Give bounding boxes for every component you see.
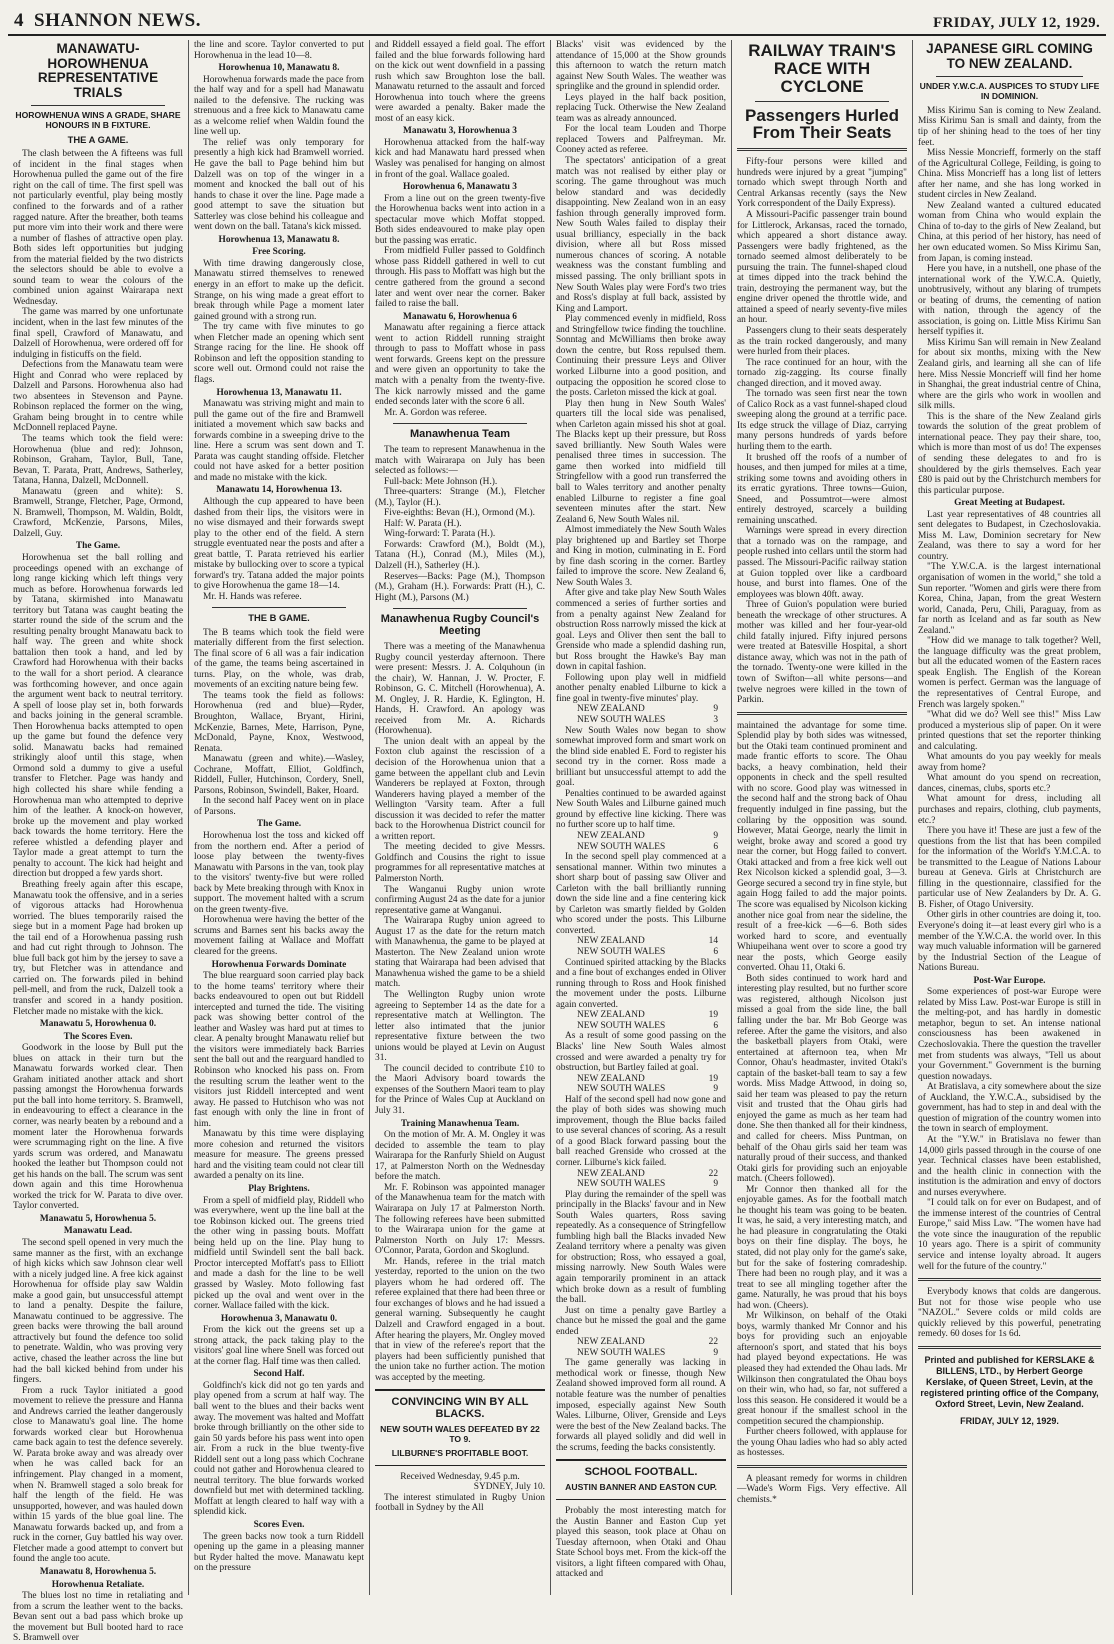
divider [393,608,527,609]
team-score: 9 [713,1347,718,1358]
paragraph: Forwards: Crawford (M.), Boldt (M.), Tatana (H.), Conrad (M.), Miles (M.), Dalzell (H.), Satherley (H.). [375,539,545,572]
paragraph: New Zealand wanted a cultured educated woman from China who would explain the China of to-day to the girls of New Zealand, but China, at this period of her history, has need of her own educated women. So Miss Kirimu San, from Japan, is coming instead. [918,200,1101,264]
team-score: 22 [708,1337,718,1348]
score-row [556,1348,726,1359]
subheading: The Game. [75,541,121,552]
team-name: NEW ZEALAND [577,831,645,842]
subheading: Horowhenua Retaliate. [51,1579,145,1590]
divider [755,101,889,102]
paragraph: The game generally was lacking in methodical work or finesse, though New Zealand showed improved form all round. A notable feature was the number of penalties imposed, especially against New South Wales. Lilburne, Oliver, Grenside and Leys were the best of the New Zealand backs. The forwards all played solidly and did well in the scrums, feeding the backs consistently. [556,1358,726,1453]
article-headline: SCHOOL FOOTBALL. [584,1466,698,1479]
team-score: 14 [708,936,718,947]
paragraph: The tornado was seen first near the town of Calico Rock as a vast funnel-shaped cloud sweeping along the ground at a terrific pace. Its edge struck the village of Diaz, carrying many persons hundreds of yards before hurling them to the earth. [737,389,907,452]
paragraph: Horowhenua forwards made the pace from the half way and for a spell had Manawatu nailed to the defensive. The rucking was strenuous and a free kick to Manawatu came as a welcome relief when Waldin found the line well up. [194,74,364,138]
divider [212,607,346,608]
score-line: Horowhenua 13, Manawatu 8. [218,234,340,245]
article-subhead: LILBURNE'S PROFITABLE BOOT. [391,1447,529,1458]
score-row [556,1337,726,1348]
subheading: The Scores Even. [63,1031,133,1042]
score-line: Manawatu 5, Horowhenua 5. [39,1213,157,1224]
advertisement: Everybody knows that colds are dangerous. But not for those wise people who use "NAZOL." Severe colds or mild colds are quickly relieved by this powerful, penetrating remedy. 60 doses for 1s 6d. [918,1287,1101,1340]
subheading: Great Meeting at Budapest. [954,498,1065,509]
article-subhead: UNDER Y.W.C.A. AUSPICES TO STUDY LIFE IN DOMINION. [919,81,1100,102]
paragraph: Mr Connor then thanked all for the enjoyable games. As for the football match he thought his team was going to be beaten. It was, he said, a very interesting match, and he had pleasure in congratulating the Otaki boys on their fine display. The boys, he stated, did not play only for the game's sake, but for the sake of fostering comradeship. There had been no rough play, and it was a treat to see all mingling together after the game. Naturally, he was proud that his boys had won. (Cheers). [737,1184,907,1311]
paragraph: From a ruck Taylor initiated a good movement to relieve the pressure and Hanna and Andrews carried the leather dangerously close to Manawatu's goal line. The home forwards worked clear but Horowhenua came back again to test the defence severely. W. Parata broke away and was already over when he was called back for an infringement. Play changed in a moment, when N. Bramwell staged a solo break for half the length of the field. He was unsupported, however, and was hauled down within 15 yards of the blue goal line. The Manawatu forwards backed up, and from a ruck in the corner, Guy battled his way over. Fletcher made a good attempt to convert but found the angle too acute. [13,1385,183,1565]
article-subhead: NEW SOUTH WALES DEFEATED BY 22 TO 9. [380,1424,540,1444]
team-score: 9 [713,831,718,842]
paragraph: Some experiences of post-war Europe were related by Miss Law. Post-war Europe is still in the melting-pot, and has hardly in domestic metaphor, begun to set. An intense national consciousness has been awakened in Czechoslovakia. There the question the traveller met from students was always, "Tell us about your Government." Government is the burning question nowadays. [918,987,1101,1082]
score-line: Manawatu 6, Horowhenua 6 [403,311,517,322]
advertisement: A pleasant remedy for worms in children—Wade's Worm Figs. Very effective. All chemists.* [737,1473,907,1506]
paragraph: Play during the remainder of the spell was principally in the Blacks' favour and in New South Wales quarters, Ross saving repeatedly. As a consequence of Stringfellow fumbling high ball the Blacks invaded New Zealand territory where a penalty was given for obstruction; Ross, who essayed a goal, missing narrowly. New South Wales were again temporarily prominent in an attack which broke down as a result of fumbling the ball. [556,1189,726,1306]
paragraph: In the second half Pacey went on in place of Parsons. [194,796,364,817]
team-name: NEW ZEALAND [577,1010,645,1021]
dateline: SYDNEY, July 10. [473,1482,545,1493]
section-heading: Manawhenua Rugby Council's Meeting [380,613,540,638]
score-line: Manawatu 8, Horowhenua 5. [39,1566,157,1577]
paragraph: "How did we manage to talk together? Well, the language difficulty was the great problem, but all the educated women of the Eastern races speak English. The English of the Korean women is perfect. German was the language of the representatives of Central Europe, and French was largely spoken." [918,636,1101,710]
divider [936,76,1083,77]
paragraph: Horowhenua attacked from the half-way kick and had Manawatu hard pressed when Wasley was penalised for hanging on almost in front of the goal. Wallace goaled. [375,137,545,180]
paragraph: maintained the advantage for some time. Splendid play by both sides was witnessed, but the Otaki team continued prominent and made frantic efforts to score. The Ohau backs, a heavy combination, held their opponents in check and the spell resulted with no score. Good play was witnessed in the second half and the strong back of Ohau frequently indulged in fine passing, but the collaring by the opposition was sound. However, Matai George, nearly the limit in weight, broke away and scored a good try near the corner, but Hogg failed to convert. Otaki attacked and from a free kick well out Rex Nicolson kicked a splendid goal, 3—3. George secured a second try in fine style, but again Hogg failed to add the major points. The score was equalised by Nicolson kicking another nice goal from near the sideline, the result of a free-kick —6—6. Both sides worked hard to score, and eventually Whiupeihana went over to score a good try near the posts, which George easily converted. Ohau 11, Otaki 6. [737,720,907,974]
paragraph: The game was marred by one unfortunate incident, when in the last few minutes of the final spell, Crawford of Manawatu, and Dalzell of Horowhenua, were ordered off for indulging in fisticuffs on the field. [13,307,183,360]
team-name: NEW SOUTH WALES [577,947,666,958]
column-5 [732,40,913,1595]
paragraph: The blue rearguard soon carried play back to the home teams' territory where their backs endeavoured to open out but Riddell intercepted and turned the tide. The visiting pack was showing better control of the leather and Wasley was hard put at times to clear. A penalty brought Manawatu relief but the visitors were immediately back Barries sent the ball out and the rearguard handled to Robinson who knocked his pass on. From the resulting scrum the leather went to the visitors just Riddell intercepted and went away. He passed to Hutchison who was not fast enough with only the line in front of him. [194,971,364,1129]
score-row [556,936,726,947]
team-name: NEW SOUTH WALES [577,1347,666,1358]
paragraph: What amounts do you pay weekly for meals away from home? [918,752,1101,773]
paragraph: Manawatu by this time were displaying more cohesion and returned the visitors measure for measure. The greens pressed hard and the visiting team could not clear till awarded a penalty on its line. [194,1129,364,1182]
paragraph: Almost immediately the New South Wales play brightened up and Bartley set Thorpe and King in motion, culminating in E. Ford by fine dash scoring in the corner. Bartley failed to improve the score. New Zealand 6, New South Wales 3. [556,525,726,588]
paragraph: Other girls in other countries are doing it, too. Everyone's doing it—at least every girl who is a member of the Y.W.C.A. the world over. In this way much valuable information will be garnered by the Industrial Section of the League of Nations Bureau. [918,910,1101,974]
paragraph: Three-quarters: Strange (M.), Fletcher (M.), Taylor (H.). [375,487,545,508]
paragraph: What amount do you spend on recreation, dances, cinemas, clubs, sports etc.? [918,773,1101,794]
team-name: NEW SOUTH WALES [577,1179,666,1190]
paragraph: The relief was only temporary for presently a high kick had Bramwell worried. He gave the ball to Page behind him but Dalzell was on top of the winger in a moment and knocked the ball out of his hands to chase it over the line. Page made a good attempt to save the situation but Satterley was close behind his colleague and went down on the ball. Tatana's kick missed. [194,137,364,233]
paragraph: Horowhenua set the ball rolling and proceedings opened with an exchange of long range kicking which left things very much as before. Horowhenua forwards led by Tatana, skirmished into Manawatu territory but Tatana was caught beating the starter round the side of the scrum and the resulting penalty brought Manawatu back to half way. The green and white shock battalion then took a hand, and led by Crawford had Horowhenua with their backs to the wall for a short period. A clearance was forthcoming however, and once again the argument went back to neutral territory. A spell of loose play set in, both forwards and backs joining in the general scramble. Then Horowhenua backs attempted to open up the game but found the defence very solid. Manawatu backs had remained strikingly aloof until this stage, when Ormond sold a dummy to give a useful transfer to Fletcher. Page was handy and high collected his share while fending a Horowhenua man who attempted to deprive him of the leather. A knock-on however, broke up the movement and play worked back towards the home territory. Here the referee whistled a defending player and Taylor made a great attempt to turn the penalty to account. The kick had height and direction but dropped a few yards short. [13,553,183,880]
article-headline: RAILWAY TRAIN'S RACE WITH CYCLONE [748,41,896,96]
divider [737,148,907,151]
team-score: 9 [713,704,718,715]
paragraph: Defections from the Manawatu team were Hight and Conrad who were replaced by Dalzell and Parsons. Horowhenua also had two absentees in Stevenson and Payne. Robinson replaced the former on the wing, Graham being brought in to centre while McDonnell replaced Payne. [13,360,183,434]
team-name: NEW ZEALAND [577,936,645,947]
paragraph: For the local team Louden and Thorpe replaced Towers and Palfreyman. Mr. Cooney acted as referee. [556,124,726,156]
section-heading: THE B GAME. [248,612,310,624]
article-headline: CONVINCING WIN BY ALL BLACKS. [391,1396,529,1421]
paragraph: The interest stimulated in Rugby Union football in Sydney by the All [375,1492,545,1514]
score-row [556,831,726,842]
paragraph: Warnings were spread in every direction that a tornado was on the rampage, and people rushed into cellars until the storm had passed. The Missouri-Pacific railway station at Guion toppled over like a cardboard house, and burst into flames. One of the employees was blown 40ft. away. [737,526,907,600]
paragraph: It brushed off the roofs of a number of houses, and then jumped for miles at a time, striking some towns and avoiding others in its erratic gyrations. Three towns—Guion, Sneed, and Possumtrot—were almost entirely destroyed, scarcely a building remaining unscathed. [737,452,907,526]
subheading: Second Half. [253,1369,305,1380]
paragraph: Here you have, in a nutshell, one phase of the international work of the Y.W.C.A. Quietly, unobtrusively, without any blaring of trumpets or beating of drums, the cementing of nation with nation, through the agency of the association, is going on. Little Miss Kirimu San herself typifies it. [918,264,1101,338]
paragraph: Horowhenua lost the toss and kicked off from the northern end. After a period of loose play between the twenty-fives Manawatu with Parsons in the van, took play to the visitors' twenty-five but were rolled back by Mete breaking through with Knox in support. The movement halted with a scrum on the green twenty-five. [194,830,364,915]
team-score: 3 [713,715,718,725]
subheading: The Game. [256,819,302,830]
paragraph: Penalties continued to be awarded against New South Wales and Lilburne gained much ground by effective line kicking. There was no further score up to half time. [556,788,726,831]
paragraph: Reserves—Backs: Page (M.), Thompson (M.), Graham (H.). Forwards: Pratt (H.), C. Hight (M.), Parsons (M.) [375,571,545,603]
score-line: Horowhenua 13, Manawatu 11. [216,387,342,398]
score-line: Horowhenua 3, Manawatu 0. [220,1313,338,1324]
subheading: Post-War Europe. [973,975,1046,986]
paragraph: Fifty-four persons were killed and hundreds were injured by a great "jumping" tornado which swept through North and Central Arkansas recently (says the New York correspondent of the Daily Express). [737,157,907,210]
paragraph: At Bratislava, a city somewhere about the size of Auckland, the Y.W.C.A., subsidised by the government, has had to step in and deal with the question of migration of the country women into the town in search of employment. [918,1082,1101,1135]
paragraph: The clash between the A fifteens was full of incident in the final stages when Horowhenua pulled the game out of the fire right on the call of time. The first spell was not particularly eventful, play being mostly confined to the forwards and of a rather ragged nature. After the breather, both teams put more vim into their work and there were a number of flashes of attractive open play. Both sides left opportunities but judging from the material fielded by the two districts the selectors should be able to evolve a sound team to wear the colours of the combined union against Wairarapa next Wednesday. [13,149,183,307]
paragraph: What amount for dress, including all purchases and repairs, clothing, club payments, etc.? [918,794,1101,826]
paragraph: Half: W. Parata (H.). [384,518,462,529]
paragraph: The meeting decided to give Messrs. Goldfinch and Cousins the right to issue programmes for all representative matches at Palmerston North. [375,842,545,884]
paragraph: From a line out on the green twenty-five the Horowhenua backs went into action in a spectacular move which Moffat stopped. Both sides endeavoured to make play open but the passing was erratic. [375,193,545,246]
score-row [556,1021,726,1032]
subheading: Training Manawhenua Team. [400,1118,520,1129]
article-heading-box [556,1459,726,1500]
team-name: NEW SOUTH WALES [577,841,666,852]
paragraph: Half of the second spell had now gone and the play of both sides was showing much improvement, though the Blue backs failed to use several chances of scoring. As a result of a good Black forward passing bout the ball reached Grenside who crossed at the corner. Lilburne's kick failed. [556,1094,726,1168]
divider [737,712,907,715]
team-name: NEW ZEALAND [577,1168,645,1179]
paragraph: Three of Guion's population were buried beneath the wreckage of other structures. A mother was killed and her four-year-old child fatally injured. Fifty injured persons were treated at Batesville Hospital, a short distance away, which was not in the path of the tornado. Twenty-one were killed in the town of Swifton—all white persons—and twelve negroes were killed in the town of Parkin. [737,600,907,706]
paragraph: In the second spell play commenced at a sensational manner. Within two minutes a short sharp bout of passing saw Oliver and Carleton with the ball brilliantly running down the side line and a fine centering kick by Carleton was smartly fielded by Golden who scored under the posts. This Lilburne converted. [556,852,726,936]
paragraph: There you have it! These are just a few of the questions from the list that has been compiled for the information of the World's Y.M.C.A. to be transmitted to the League of Nations Labour bureau at Geneva. Girls at Christchurch are filling in the questionnaire, classified for the particular use of New Zealanders by Dr. A. G. B. Fisher, of Otago University. [918,826,1101,910]
paragraph: Passengers clung to their seats desperately as the train rocked dangerously, and many were hurled from their places. [737,325,907,358]
paragraph: The Wanganui Rugby union wrote confirming August 24 as the date for a junior representative game at Wanganui. [375,884,545,916]
team-score: 6 [713,841,718,852]
score-line: Manawatu 3, Horowhenua 3 [403,126,517,137]
subheading: Scores Even. [253,1519,305,1530]
paragraph: The green backs now took a turn Riddell opening up the game in a pleasing manner but Ryder halted the move. Manawatu kept on the pressure [194,1531,364,1574]
paragraph: Manawatu (green and white).—Wasley, Cochrane, Moffatt, Elliot, Goldfinch, Riddell, Fuller, Hutchinson, Cordery, Snell, Parsons, Robinson, Swindell, Baker, Hoard. [194,754,364,796]
divider [918,1278,1101,1281]
team-score: 6 [713,947,718,958]
score-row [556,1074,726,1085]
paragraph: The race continued for an hour, with the tornado zig-zagging. Its course finally changed direction, and it moved away. [737,357,907,389]
score-row [556,1169,726,1180]
dateline: Received Wednesday, 9.45 p.m. [400,1471,520,1482]
paragraph: The council decided to contribute £10 to the Maori Advisory board towards the expenses of the Southern Maori team to play for the Prince of Wales Cup at Auckland on July 31. [375,1063,545,1117]
paragraph: Miss Kirimu San is coming to New Zealand. Miss Kirimu San is small and dainty, from the tip of her shining head to the toes of her tiny feet. [918,105,1101,148]
paragraph: Leys played in the half back position, replacing Tuck. Otherwise the New Zealand team was as already announced. [556,92,726,124]
paragraph: Breathing freely again after this escape, Manawatu took the offensive, and in a series of vigorous attacks had Horowhenua worried. The blues temporarily raised the siege but in a moment Page had broken up the tail end of a Horowhenua passing rush and had cut right through to Johnson. The blue full back got him by the jersey to save a try, but Fletcher was in attendance and carried on. The forwards piled in behind pell-mell, and from the ruck, Dalzell took a transfer and scored in a handy position. Fletcher made no mistake with the kick. [13,879,183,1017]
team-score: 6 [713,1020,718,1031]
divider [31,105,165,106]
team-name: NEW SOUTH WALES [577,1084,666,1095]
subheading: Manawatu Lead. [63,1226,133,1237]
score-line: Manawatu 14, Horowhenua 13. [216,485,342,496]
paragraph: The teams took the field as follows: Horowhenua (red and blue)—Ryder, Broughton, Wallace, Bryant, Hirini, McKenzie, Barnes, Mete, Harrison, Pyne, McDonald, Payne, Knox, Westwood, Renata. [194,690,364,754]
team-score: 22 [708,1168,718,1179]
paragraph: Miss Nessie Moncrieff, formerly on the staff of the Agricultural College, Feilding, is going to China. Miss Moncrieff has a long list of letters after her name, and she has long worked in student circles in New Zealand. [918,148,1101,201]
score-row [556,1084,726,1095]
paragraph: At the "Y.W." in Bratislava no fewer than 14,000 girls passed through in the course of one year. Technical classes have been established, and the health clinic in connection with the institution is the admiration and envy of doctors and nurses everywhere. [918,1134,1101,1198]
paragraph: Although the cup appeared to have been dashed from their lips, the visitors were in no wise dismayed and their forwards swept play to the other end of the field. A stern struggle eventuated near the posts and after a great battle, T. Parata retrieved his earlier mistake by bullocking over to score a typical forward's try. Tatana added the major points to give Horowhenua the game 18—14. [194,496,364,592]
divider [918,1346,1101,1349]
score-row [556,947,726,958]
paragraph: Mr. Hands, referee in the trial match yesterday, reported to the union on the two players whom he had ordered off. The referee explained that there had been three or four exchanges of blows and he had issued a general warning. Subsequently he caught Dalzell and Crawford engaged in a bout. After hearing the players, Mr. Ongley moved that in view of the referee's report that the players had been sufficiently punished that the union take no further action. The motion was accepted by the meeting. [375,1256,545,1383]
column-6 [913,40,1106,1595]
article-headline: JAPANESE GIRL COMING TO NEW ZEALAND. [926,41,1093,71]
subheading: Horowhenua Forwards Dominate [211,959,347,970]
score-row [556,704,726,715]
paragraph: Wing-forward: T. Parata (H.). [384,529,496,540]
paragraph: Mr. H. Hands was referee. [203,591,302,602]
paragraph: Probably the most interesting match for the Austin Banner and Easton Cup yet played this season, took place at Ohau on Tuesday afternoon, when Otaki and Ohau State School boys met. From the kick-off the visitors, a light fifteen compared with Ohau, attacked and [556,1506,726,1580]
paragraph: The B teams which took the field were materially different from the first selection. The final score of 6 all was a fair indication of the game, the teams being ascertained in turns. Play, on the whole, was drab, movements of an exciting nature being few. [194,627,364,691]
paragraph: Just on time a penalty gave Bartley a chance but he missed the goal and the game ended [556,1305,726,1337]
paragraph: A Missouri-Pacific passenger train bound for Littlerock, Arkansas, raced the tornado, which appeared a short distance away. Passengers were badly frightened, as the tornado seemed almost deliberately to be pursuing the train. The funnel-shaped cloud at times dipped into the track behind the train, destroying the permanent way, but the engine driver opened the throttle wide, and attained a speed of nearly seventy-five miles an hour. [737,209,907,326]
paragraph: Blacks' visit was evidenced by the attendance of 15,000 at the Show grounds this afternoon to watch the return match against New South Wales. The weather was springlike and the ground in splendid order. [556,40,726,93]
article-heading-box [375,1389,545,1465]
paragraph: "What did we do? Well see this!" Miss Law produced a mysterious slip of paper. On it were printed questions that set the reporter thinking and calculating. [918,710,1101,752]
paragraph: The blues lost no time in retaliating and from a scrum the leather went to the backs. Bevan sent out a bad pass which broke up the movement but Bull booted hard to race S. Bramwell over [13,1591,183,1644]
team-name: NEW SOUTH WALES [577,1020,666,1031]
paragraph: Last year representatives of 48 countries all sent delegates to Budapest, in Czechoslovakia. Miss M. Law, Dominion secretary for New Zealand, was there to say a word for her country. [918,509,1101,562]
score-row [556,1179,726,1190]
paragraph: As a result of some good passing on the Blacks' line New South Wales almost crossed and were awarded a penalty try for obstruction, but Bartley failed at goal. [556,1031,726,1074]
paragraph: From a spell of midfield play, Riddell who was everywhere, went up the line ball at the toe Robinson kicked out. The greens tried the other wing in passing bouts. Moffatt being held up on the line. Play hung to midfield until Swindell sent the ball back. Proctor intercepted Moffatt's pass to Elliott and made a dash for the line to be well grassed by Wasley. Moto following fast picked up the oval and went over in the corner. Wallace failed with the kick. [194,1195,364,1312]
paragraph: Goodwork in the loose by Bull put the blues on attack in their turn but the Manawatu forwards worked clear. Then Graham initiated another attack and short passing amongst the Horowhenua forwards put the ball into home territory. S. Bramwell, in endeavouring to effect a clearance in the corner, was nearly beaten by a rebound and a moment later the Horowhenua forwards were scrummaging right on the line. A five yards scrum was ordered, and Manawatu hooked the leather but Thompson could not get his hands on the ball. The scrum was sent down again and this time Horowhenua worked the trick for W. Parata to dive over. Taylor converted. [13,1043,183,1212]
paragraph: Manawatu (green and white): S. Bramwell, Strange, Fletcher, Page, Ormond, N. Bramwell, Thompson, M. Waldin, Boldt, Crawford, McKenzie, Parsons, Miles, Dalzell, Guy. [13,486,183,539]
column-4 [551,40,732,1595]
section-heading: Manawhenua Team [409,428,511,441]
article-headline: MANAWATU-HOROWHENUA REPRESENTATIVE TRIALS [37,41,159,100]
paragraph: With time drawing dangerously close, Manawatu stirred themselves to renewed energy in an effort to make up the deficit. Strange, on his wing made a great effort to break through while Page a moment later gained ground with a strong run. [194,258,364,322]
issue-date: FRIDAY, JULY 12, 1929. [933,15,1100,31]
score-line: Manawatu 5, Horowhenua 0. [39,1019,157,1030]
column-1 [8,40,189,1644]
paragraph: Play then hung in New South Wales' quarters till the local side was penalised, when Carleton again missed his shot at goal. The Blacks kept up their pressure, but Ross saved brilliantly. New South Wales were penalised three times in succession. The game then worked into midfield till Stringfellow with a good run transferred the ball to Wales territory and another penalty enabled Lilburne to register a fine goal seventeen minutes after the start. New Zealand 6, New South Wales nil. [556,398,726,525]
paragraph: Play commenced evenly in midfield, Ross and Stringfellow twice finding the touchline. Sonntag and McWilliams then broke away down the centre, but Ross repulsed them. Continuing their pressure Leys and Oliver worked Lilburne into a good position, and outpacing the opposition he scored close to the posts. Carleton missed the kick at goal. [556,314,726,399]
article-subhead: HOROWHENUA WINS A GRADE, SHARE HONOURS IN B FIXTURE. [15,110,181,131]
paragraph: Further cheers followed, with applause for the young Ohau ladies who had so ably acted as hostesses. [737,1427,907,1459]
paragraph: "I could talk on for ever on Budapest, and of the immense interest of the countries of Central Europe," said Miss Law. "The women have had the vote since the inauguration of the republic 10 years ago. There is a spirit of community service and intense loyalty abroad. It augers well for the future of the country." [918,1198,1101,1272]
paragraph: Goldfinch's kick did not go ten yards and play opened from a scrum at half way. The ball went to the blues and their backs went away. The movement was halted and Moffatt broke through brilliantly on the other side to gain 50 yards before his pass went into open air. From a ruck in the blue twenty-five Riddell sent out a long pass which Cochrane could not gather and Horowhenua cleared to neutral territory. The blue forwards worked downfield but met with determined tackling. Moffatt at length cleared to half way with a splendid kick. [194,1380,364,1518]
article-subhead: AUSTIN BANNER AND EASTON CUP. [565,1482,717,1493]
paragraph: Miss Kirimu San will remain in New Zealand for about six months, mixing with the New Zealand girls, and learning all she can of life here. Miss Nessie Moncrieff will find her home in Shanghai, the great industrial centre of China, where are the girls who work in woollen and silk mills. [918,337,1101,412]
paragraph: The union dealt with an appeal by the Foxton club against the rescission of a decision of the Horowhenua union that a game between the appellant club and Levin Wanderers be replayed at Foxton, through Wanderers having played a member of the Wellington 'Varsity team. After a full discussion it was decided to refer the matter back to the Horowhenua District council for a written report. [375,736,545,842]
paragraph: Continued spirited attacking by the Blacks and a fine bout of exchanges ended in Oliver running through to Ross and Hook finished the movement under the posts. Lilburne again converted. [556,957,726,1010]
paragraph: New South Wales now began to show somewhat improved form and smart work on the blind side enabled E. Ford to register his second try in the corner. Ross made a brilliant but unsuccessful attempt to add the goal. [556,725,726,789]
paragraph: The try came with five minutes to go when Fletcher made an opening which sent Strange racing for the line. He shook off Robinson and left the opposition standing to score well out. Ormond could not raise the flags. [194,322,364,385]
team-score: 9 [713,1179,718,1190]
column-3 [370,40,551,1595]
paragraph: "The Y.W.C.A. is the largest international organisation of women in the world," she told a Sun reporter. "Women and girls were there from Korea, China, Japan, from the great Western world, Canada, Peru, Chili, Paraguay, from as far north as Iceland and as far south as New Zealand." [918,562,1101,636]
masthead [8,8,1106,36]
team-name: NEW ZEALAND [577,704,645,715]
paragraph: There was a meeting of the Manawhenua Rugby council yesterday afternoon. There were present: Messrs. J. A. Colquhoun (in the chair), W. Hannan, J. W. Procter, F. Robinson, G. C. Mitchell (Horowhenua), A. M. Ongley, J. R. Hardie, K. Eglington, H. Hands, H. Crawford. An apology was received from Mr. A. Richards (Horowhenua). [375,641,545,737]
paragraph: From midfield Fuller passed to Goldfinch whose pass Riddell gathered in well to cut through. His pass to Moffatt was high but the centre gathered from the ground a second later and went over near the corner. Baker failed to raise the ball. [375,246,545,310]
article-headline: Passengers Hurled From Their Seats [744,105,899,143]
divider [737,1465,907,1468]
page-number: 4 [14,10,24,31]
team-score: 19 [708,1010,718,1021]
paragraph: This is the share of the New Zealand girls towards the solution of the great problem of international peace. They pay their share, too, which is more than most of us do! The expenses of sending these delegates to and fro is shouldered by the girls themselves. Each year £80 is paid out by the Christchurch members for this particular purpose. [918,411,1101,496]
paragraph: Manawatu was striving might and main to pull the game out of the fire and Bramwell initiated a movement which saw backs and forwards combine in a sweeping drive to the line. Here a scrum was sent down and T. Parata was caught standing offside. Fletcher could not have asked for a better position and made no mistake with the kick. [194,399,364,483]
imprint: Printed and published for KERSLAKE & BILLENS, LTD., by Herbert George Kerslake, of Queen Street, Levin, at the registered printing office of the Company, Oxford Street, Levin, New Zealand. [920,1354,1099,1409]
paragraph: On the motion of Mr. A. M. Ongley it was decided to assemble the team to play Wairarapa for the Ranfurly Shield on August 17, at Palmerston North on the Wednesday before the match. [375,1130,545,1183]
paragraph: Horowhenua were having the better of the scrums and Barnes sent his backs away the movement failing at Wallace and Moffatt cleared for the greens. [194,915,364,957]
paragraph: The second spell opened in very much the same manner as the first, with an exchange of high kicks which saw Johnson clear well with a nicely judged line. A free kick against Horowhenua for offside play saw Waldin make a good gain, but unsuccessful attempt to land a penalty. Despite the failure, Manawatu continued to be aggressive. The green backs were throwing the ball around attractively but found the defence too solid to penetrate. Waldin, who was proving very active, chased the leather across the line but had the ball kicked behind from under his fingers. [13,1238,183,1386]
team-score: 9 [713,1084,718,1095]
team-name: NEW SOUTH WALES [577,715,666,725]
score-row [556,842,726,853]
paragraph: Both sides continued to work hard and interesting play resulted, but no further score was registered, although Nicolson just missed a goal from the side line, the ball falling under the bar. Mr Bob George was referee. After the game the visitors, and also the basketball players from Otaki, were entertained at afternoon tea, when Mr Connor, Ohau's headmaster, invited Otaki's captain of the basket-ball team to say a few words. Miss Madge Attwood, in doing so, said her team was pleased to pay the return visit and trusted that the Ohau girls had enjoyed the game as much as her team had done. She then thanked all for their kindness, and called for cheers. Miss Puntman, on behalf of the Ohau girls said her team was naturally proud of their success, and thanked Otaki girls for providing such an enjoyable match. (Cheers followed). [737,973,907,1185]
subheading: Free Scoring. [252,247,306,258]
team-score: 19 [708,1073,718,1084]
paragraph: The teams which took the field were: Horowhenua (blue and red): Johnson, Robinson, Graham, Taylor, Bull, Tane, Bevan, T. Parata, Pratt, Andrews, Satherley, Tatana, Hanna, Dalzell, McDonnell. [13,433,183,487]
paragraph: Mr. A. Gordon was referee. [384,407,487,418]
column-2 [189,40,370,1595]
paragraph: The spectators' anticipation of a great match was not realised by either play or scoring. The game throughout was much below standard and was decidedly disappointing. New Zealand won in an easy fashion through generally improved form. New South Wales failed to display their usual brilliancy, especially in the back division, where all but Ross missed numerous chances of scoring. A notable weakness was the constant fumbling and missed passing. The only brilliant spots in New South Wales play were Ford's two tries and Ross's display at full back, assisted by King and Lamport. [556,156,726,314]
paragraph: The team to represent Manawhenua in the match with Wairarapa on July has been selected as follows:— [375,445,545,477]
team-name: NEW ZEALAND [577,1073,645,1084]
score-line: Horowhenua 6, Manawatu 3 [403,182,517,193]
divider [393,423,527,424]
paragraph: and Riddell essayed a field goal. The effort failed and the blue forwards following hard on the kick out went downfield in a passing rush which saw Broughton lose the ball. Manawatu returned to the assault and forced Horowhenua into touch where the greens were awarded a penalty. Baker made the most of an easy kick. [375,40,545,124]
paragraph: Mr Wilkinson, on behalf of the Otaki boys, warmly thanked Mr Connor and his boys for providing such an enjoyable afternoon's sport, and stated that his boys had played beyond expectations. He was pleased they had extended the Ohau lads. Mr Wilkinson then congratulated the Ohau boys on their win, who had, so far, not suffered a loss this season. He considered it would be a great honour if the smallest school in the competition secured the championship. [737,1311,907,1427]
paragraph: Full-back: Mete Johnson (H.). [384,476,498,487]
section-heading: THE A GAME. [67,134,129,146]
paragraph: Manawatu after regaining a fierce attack went to action Riddell running straight through to pass to Moffatt whose in pass went forwards. Greens kept on the pressure and were given an opportunity to take the match with a penalty from the twenty-five. The kick narrowly missed and the game ended seconds later with the score 6 all. [375,323,545,408]
team-name: NEW ZEALAND [577,1337,645,1348]
paragraph: After give and take play New South Wales commenced a series of further sorties and from a penalty against New Zealand for obstruction Ross narrowly missed the kick at goal. Leys and Oliver then sent the ball to Grenside who made a splendid dashing run, but Ross brought the Hawke's Bay man down in capital fashion. [556,588,726,673]
score-row [556,715,726,726]
score-line: Horowhenua 10, Manawatu 8. [218,63,340,74]
imprint-date: FRIDAY, JULY 12, 1929. [960,1415,1059,1426]
newspaper-name: SHANNON NEWS. [34,10,201,31]
paragraph: the line and score. Taylor converted to put Horowhenua in the lead 10—8. [194,40,364,61]
paragraph: From the kick out the greens set up a strong attack, the pack taking play to the visitors' goal line where Snell was forced out at the corner flag. Half time was then called. [194,1325,364,1367]
paragraph: Following upon play well in midfield another penalty enabled Lilburne to kick a fine goal in twenty-five minutes' play. [556,672,726,704]
score-row [556,1010,726,1021]
newspaper-page [8,8,1106,1644]
paragraph: Five-eighths: Bevan (H.), Ormond (M.). [384,508,536,519]
paragraph: Mr. F. Robinson was appointed manager of the Manawhenua team for the match with Wairarapa on July 17 at Palmerston North. The following referees have been submitted to the Wairarapa union for the game at Palmerston North on July 17: Messrs. O'Connor, Parata, Gordon and Skoglund. [375,1182,545,1257]
subheading: Play Brightens. [248,1184,310,1195]
paragraph: The Wellington Rugby union wrote agreeing to September 14 as the date for a representative match at Wellington. The letter also intimated that the junior representative fixture between the two unions would be played at Levin on August 31. [375,990,545,1064]
paragraph: The Wairarapa Rugby union agreed to August 17 as the date for the return match with Manawhenua, the game to be played at Masterton. The New Zealand union wrote stating that Wairarapa had been advised that Manawhenua wished the game to be a shield match. [375,916,545,990]
